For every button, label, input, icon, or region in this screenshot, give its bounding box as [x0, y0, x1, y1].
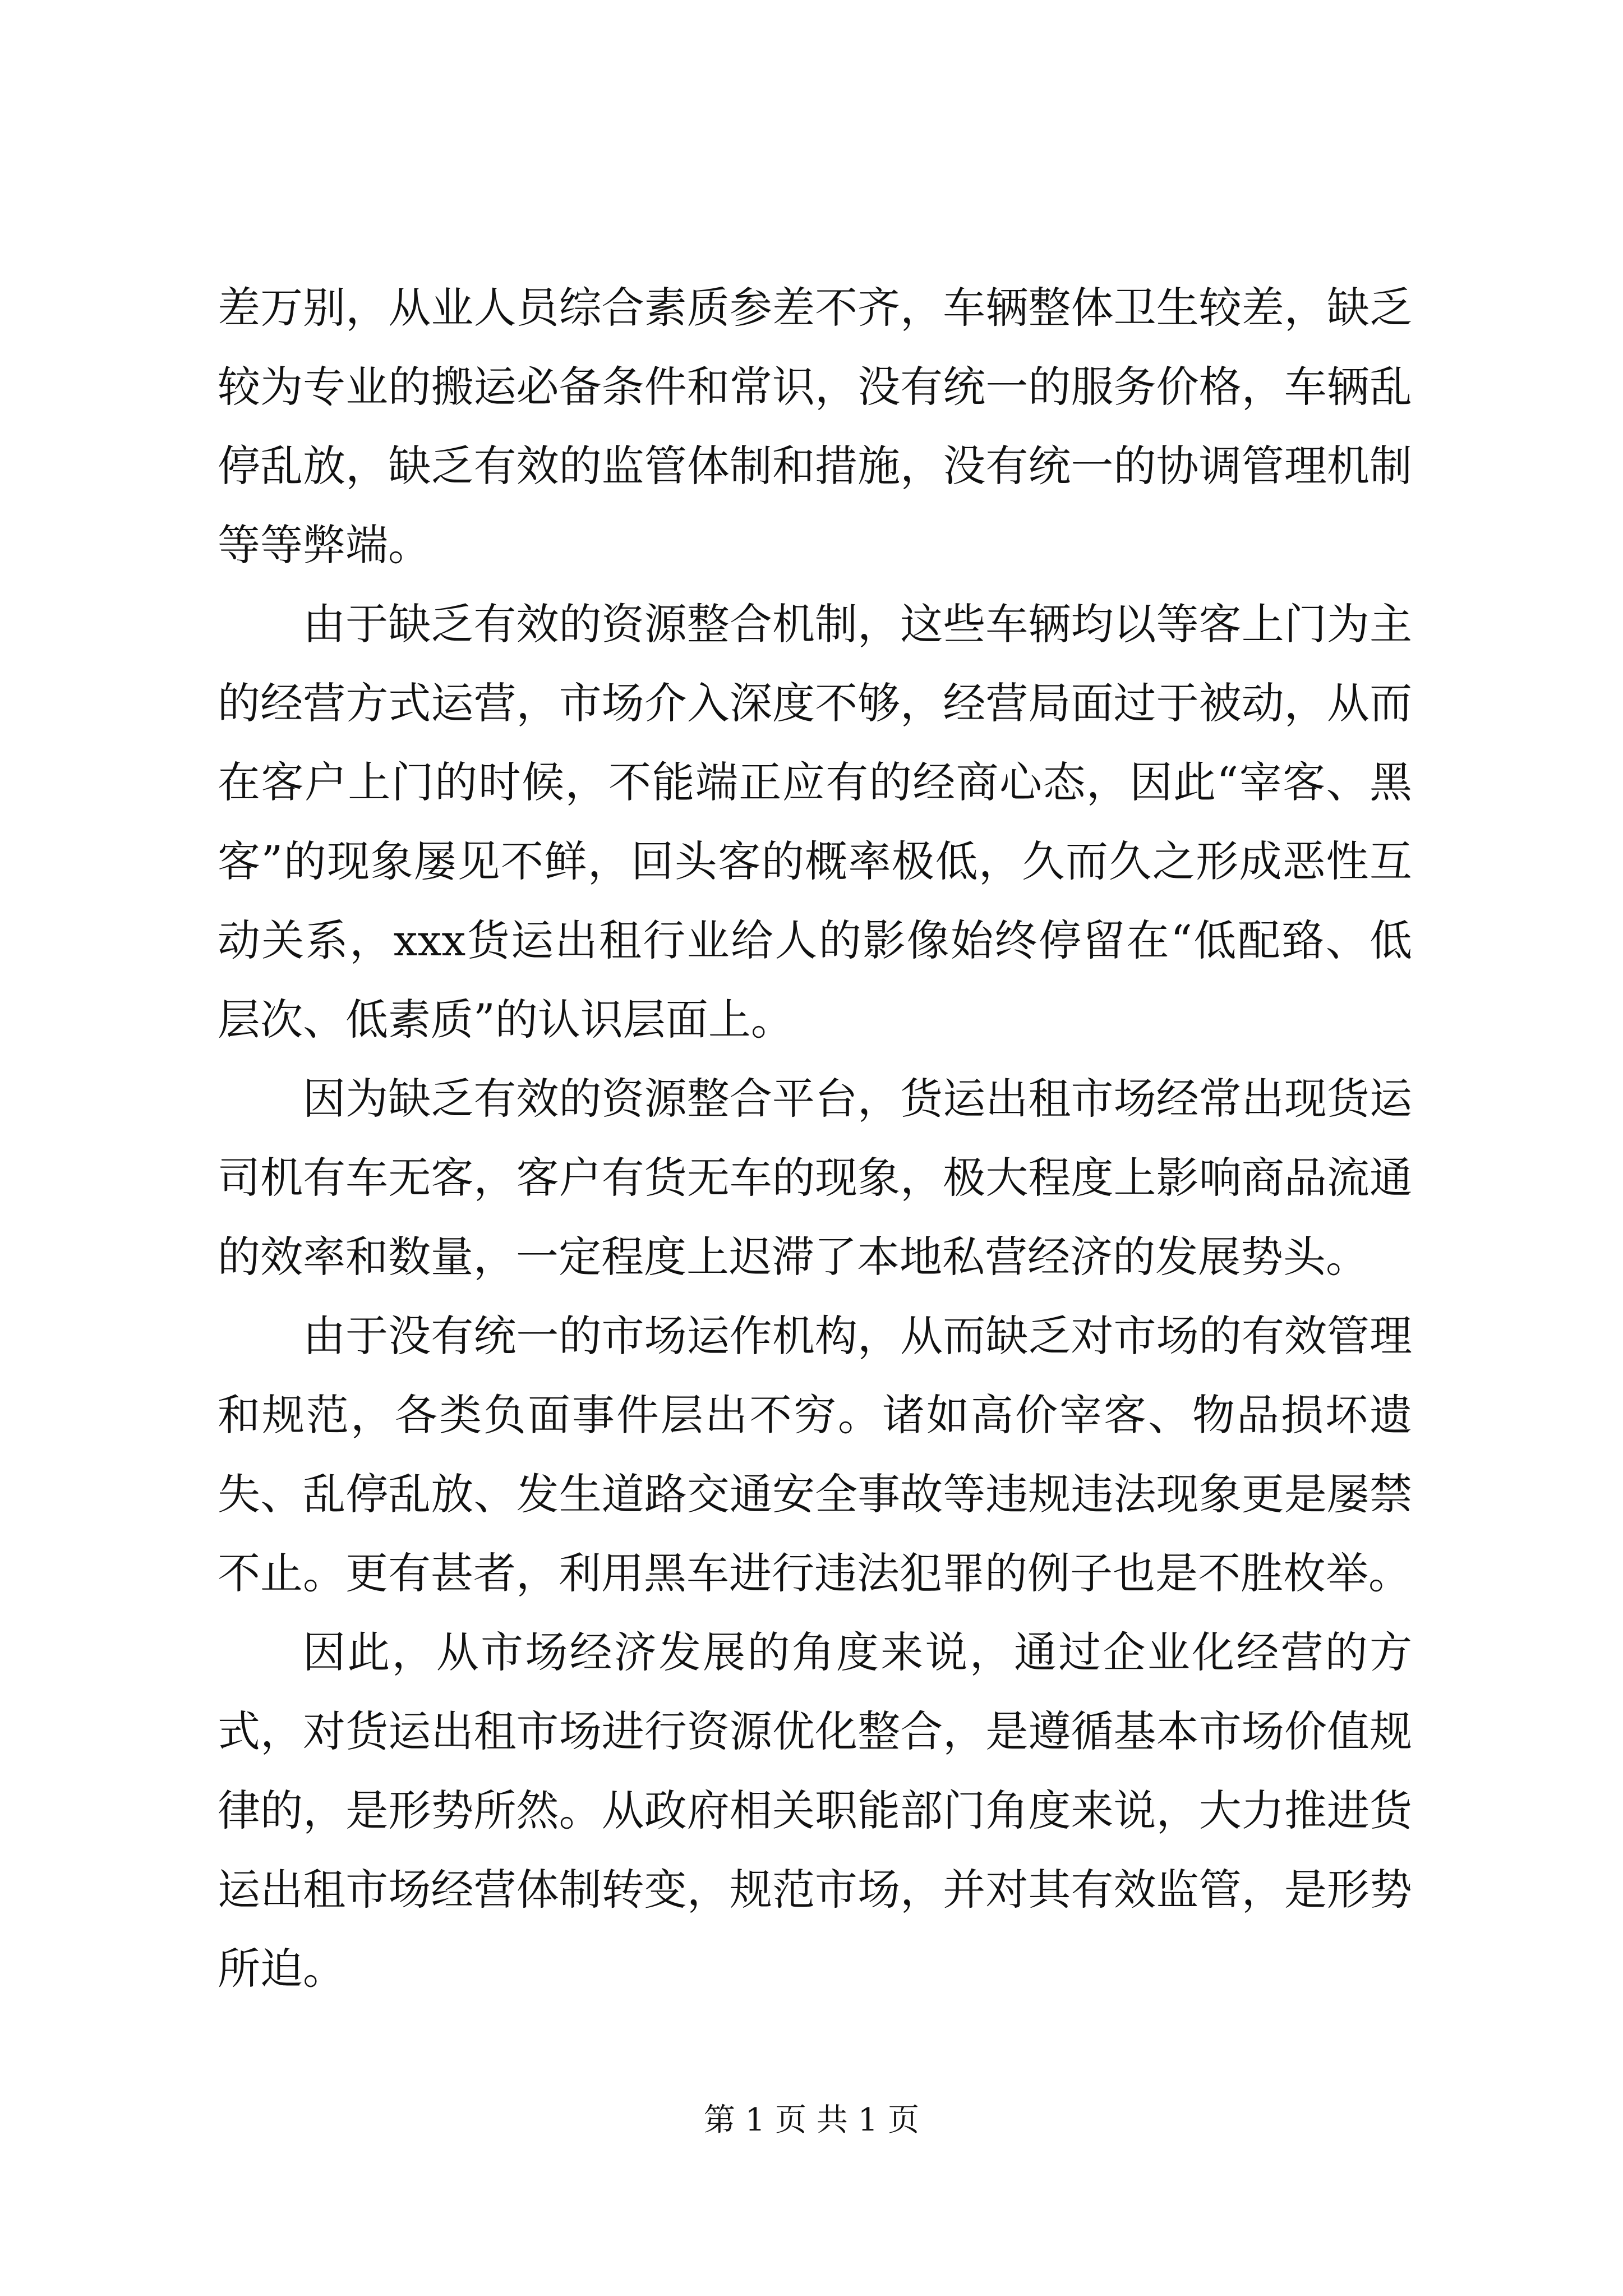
- page-footer: 第 1 页 共 1 页: [703, 2102, 920, 2138]
- paragraph-4: 由于没有统一的市场运作机构，从而缺乏对市场的有效管理和规范，各类负面事件层出不穷。诸如高价宰客、物品损坏遗失、乱停乱放、发生道路交通安全事故等违规违法现象更是屡禁不止。更有甚者，利用黑车进行违法犯罪的例子也是不胜枚举。: [218, 1311, 1412, 1598]
- paragraph-5: 因此，从市场经济发展的角度来说，通过企业化经营的方式，对货运出租市场进行资源优化整合，是遵循基本市场价值规律的，是形势所然。从政府相关职能部门角度来说，大力推进货运出租市场经营体制转变，规范市场，并对其有效监管，是形势所迫。: [218, 1627, 1412, 1994]
- document-body: [218, 268, 1412, 2008]
- paragraph-1: 差万别，从业人员综合素质参差不齐，车辆整体卫生较差，缺乏较为专业的搬运必备条件和常识，没有统一的服务价格，车辆乱停乱放，缺乏有效的监管体制和措施，没有统一的协调管理机制等等弊端。: [218, 283, 1412, 570]
- paragraph-3: 因为缺乏有效的资源整合平台，货运出租市场经常出现货运司机有车无客，客户有货无车的现象，极大程度上影响商品流通的效率和数量，一定程度上迟滞了本地私营经济的发展势头。: [218, 1074, 1412, 1282]
- paragraph-2: 由于缺乏有效的资源整合机制，这些车辆均以等客上门为主的经营方式运营，市场介入深度不够，经营局面过于被动，从而在客户上门的时候，不能端正应有的经商心态，因此“宰客、黑客”的现象屡见不鲜，回头客的概率极低，久而久之形成恶性互动关系，xxx货运出租行业给人的影像始终停留在“低配臵、低层次、低素质”的认识层面上。: [218, 599, 1412, 1045]
